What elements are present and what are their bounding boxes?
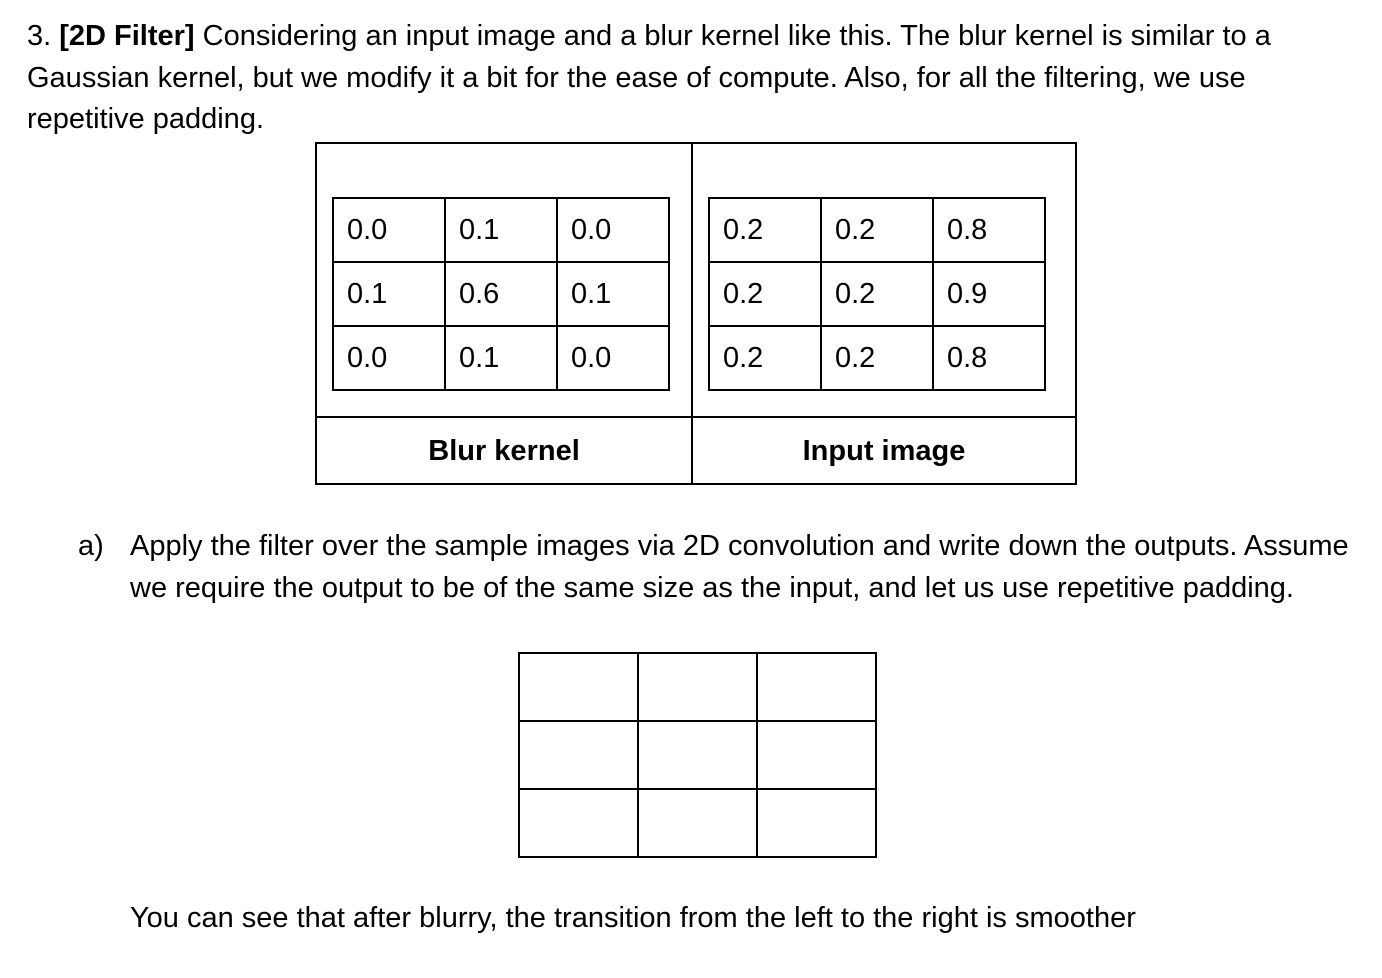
kernel-cell: 0.1 bbox=[333, 262, 445, 326]
table-row bbox=[519, 789, 876, 857]
answer-cell[interactable] bbox=[757, 653, 876, 721]
answer-cell[interactable] bbox=[519, 721, 638, 789]
image-cell: 0.2 bbox=[709, 262, 821, 326]
answer-cell[interactable] bbox=[638, 789, 757, 857]
kernel-cell: 0.1 bbox=[557, 262, 669, 326]
kernel-cell: 0.1 bbox=[445, 326, 557, 390]
answer-cell[interactable] bbox=[519, 789, 638, 857]
question-prompt bbox=[27, 16, 1367, 141]
question-number: 3. bbox=[27, 20, 52, 52]
answer-cell[interactable] bbox=[757, 721, 876, 789]
image-cell: 0.2 bbox=[821, 326, 933, 390]
kernel-cell: 0.0 bbox=[333, 198, 445, 262]
table-row bbox=[333, 262, 669, 326]
answer-cell[interactable] bbox=[757, 789, 876, 857]
table-row bbox=[333, 326, 669, 390]
part-a-text: Apply the filter over the sample images via 2D convolution and write down the outputs. Assume we require the output to be of the same size as the input, and let us use repetitive padding. bbox=[130, 530, 1349, 604]
table-row bbox=[709, 262, 1045, 326]
kernel-cell: 0.6 bbox=[445, 262, 557, 326]
image-cell: 0.2 bbox=[709, 326, 821, 390]
question-title: [2D Filter] bbox=[59, 20, 195, 52]
table-row bbox=[709, 326, 1045, 390]
answer-cell[interactable] bbox=[638, 653, 757, 721]
question-body: Considering an input image and a blur kernel like this. The blur kernel is similar to a Gaussian kernel, but we modify it a bit for the ease of compute. Also, for all the filtering, we use repetitive padding. bbox=[27, 20, 1271, 135]
part-a-marker: a) bbox=[78, 530, 104, 562]
image-cell: 0.8 bbox=[933, 326, 1045, 390]
table-row bbox=[519, 721, 876, 789]
image-cell: 0.2 bbox=[821, 262, 933, 326]
table-row bbox=[709, 198, 1045, 262]
answer-cell[interactable] bbox=[638, 721, 757, 789]
smoothness-note: You can see that after blurry, the transition from the left to the right is smoother bbox=[130, 902, 1136, 934]
kernel-cell: 0.1 bbox=[445, 198, 557, 262]
image-cell: 0.8 bbox=[933, 198, 1045, 262]
blur-kernel-table bbox=[332, 197, 670, 391]
table-row bbox=[519, 653, 876, 721]
image-cell: 0.2 bbox=[821, 198, 933, 262]
input-image-table bbox=[708, 197, 1046, 391]
answer-grid bbox=[518, 652, 877, 858]
blur-kernel-caption: Blur kernel bbox=[428, 435, 580, 467]
image-cell: 0.9 bbox=[933, 262, 1045, 326]
kernel-cell: 0.0 bbox=[557, 198, 669, 262]
input-image-caption: Input image bbox=[802, 435, 966, 467]
kernel-cell: 0.0 bbox=[333, 326, 445, 390]
image-cell: 0.2 bbox=[709, 198, 821, 262]
table-row bbox=[333, 198, 669, 262]
kernel-and-image-figure bbox=[315, 142, 1077, 485]
kernel-cell: 0.0 bbox=[557, 326, 669, 390]
answer-cell[interactable] bbox=[519, 653, 638, 721]
